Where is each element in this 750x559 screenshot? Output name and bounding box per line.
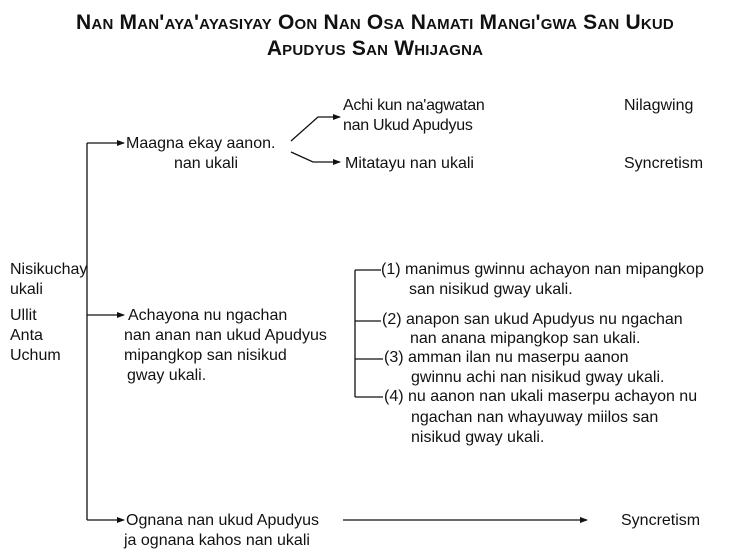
root-line: ukali <box>10 281 43 298</box>
root-line: Anta <box>10 327 43 344</box>
branch-1-line: Maagna ekay aanon. <box>126 135 276 152</box>
item-line: san nisikud gway ukali. <box>409 281 573 298</box>
sub-1-line: Achi kun na'agwatan <box>343 97 485 114</box>
result-syncretism-1: Syncretism <box>624 155 704 172</box>
item-line: (3) amman ilan nu maserpu aanon <box>384 349 629 366</box>
branch-2-line: Achayona nu ngachan <box>128 307 288 324</box>
item-line: (2) anapon san ukud Apudyus nu ngachan <box>382 311 683 328</box>
item-line: nisikud gway ukali. <box>411 429 545 446</box>
sub-1-line: nan Ukud Apudyus <box>343 117 473 134</box>
item-line: nan anana mipangkop san ukali. <box>410 330 641 347</box>
result-syncretism-2: Syncretism <box>621 512 701 529</box>
item-line: (4) nu aanon nan ukali maserpu achayon nu <box>384 388 698 405</box>
sub-2-line: Mitatayu nan ukali <box>345 155 474 172</box>
branch-2-line: nan anan nan ukud Apudyus <box>124 327 327 344</box>
branch-2-line: gway ukali. <box>127 367 207 384</box>
arrow-fork-upper <box>291 117 340 141</box>
item-line: (1) manimus gwinnu achayon nan mipangkop <box>381 261 704 278</box>
branch-3-line: ja ognana kahos nan ukali <box>124 532 310 549</box>
branch-1-line: nan ukali <box>173 155 239 172</box>
root-line: Uchum <box>10 347 61 364</box>
branch-2-line: mipangkop san nisikud <box>124 347 287 364</box>
root-line: Nisikuchay <box>10 261 88 278</box>
root-line: Ullit <box>10 307 37 324</box>
diagram-title-line-1: Nan Man'aya'ayasiyay Oon Nan Osa Namati Mangi'gwa San Ukud <box>76 11 674 34</box>
arrow-fork-lower <box>291 152 340 162</box>
branch-3-line: Ognana nan ukud Apudyus <box>126 512 320 529</box>
diagram-title-line-2: Apudyus San Whijagna <box>266 37 484 60</box>
result-nilagwing: Nilagwing <box>624 97 694 114</box>
item-line: gwinnu achi nan nisikud gway ukali. <box>411 369 665 386</box>
item-line: ngachan nan whayuway miilos san <box>411 409 659 426</box>
